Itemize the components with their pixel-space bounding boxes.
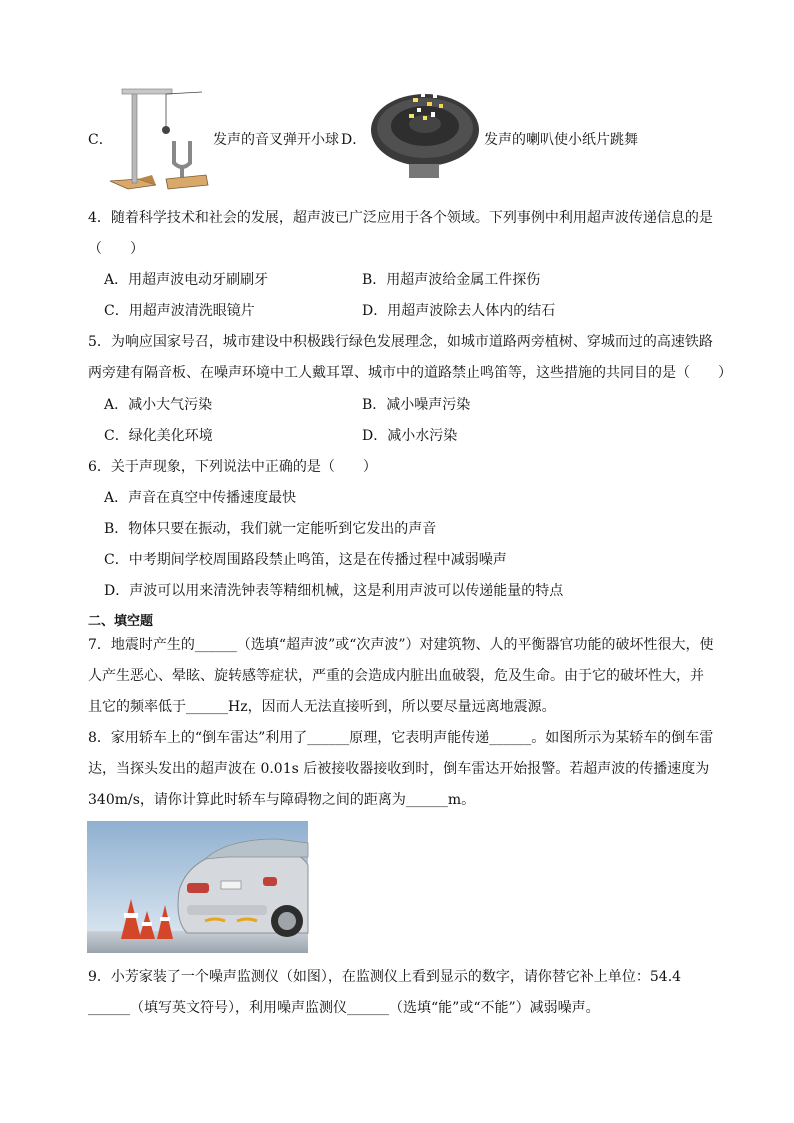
q6-option-d: D．声波可以用来清洗钟表等精细机械，这是利用声波可以传递能量的特点	[104, 583, 564, 599]
q7-line-3: 且它的频率低于______Hz，因而人无法直接听到，所以要尽量远离地震源。	[88, 699, 556, 715]
q6-option-a: A．声音在真空中传播速度最快	[104, 490, 297, 506]
q9-line-1: 9．小芳家装了一个噪声监测仪（如图），在监测仪上看到显示的数字，请你替它补上单位：54.4	[88, 969, 682, 985]
q4-option-a: A．用超声波电动牙刷刷牙	[104, 272, 269, 288]
q4-stem: 4．随着科学技术和社会的发展，超声波已广泛应用于各个领域。下列事例中利用超声波传递信息的是	[88, 210, 713, 226]
q4-paren: （ ）	[88, 241, 144, 257]
q6-stem: 6．关于声现象，下列说法中正确的是（ ）	[88, 459, 377, 475]
tuning-fork-figure	[108, 83, 210, 195]
q6-option-c: C．中考期间学校周围路段禁止鸣笛，这是在传播过程中减弱噪声	[104, 552, 507, 568]
q7-line-2: 人产生恶心、晕眩、旋转感等症状，严重的会造成内脏出血破裂，危及生命。由于它的破坏性大，并	[88, 668, 704, 684]
section-title: 二、填空题	[88, 614, 154, 629]
q4-option-b: B．用超声波给金属工件探伤	[362, 272, 541, 288]
speaker-figure	[369, 84, 481, 184]
q5-line-1: 5．为响应国家号召，城市建设中积极践行绿色发展理念，如城市道路两旁植树、穿城而过的高速铁路	[88, 334, 713, 350]
q8-line-2: 达，当探头发出的超声波在 0.01s 后被接收器接收到时，倒车雷达开始报警。若超声波的传播速度为	[88, 761, 710, 777]
q5-option-b: B．减小噪声污染	[362, 397, 471, 413]
q5-option-c: C．绿化美化环境	[104, 428, 213, 444]
q3-option-c-label: C．	[88, 132, 113, 148]
q9-line-2: ______（填写英文符号），利用噪声监测仪______（选填“能”或“不能”）减弱噪声。	[88, 1000, 600, 1016]
q8-line-1: 8．家用轿车上的“倒车雷达”利用了______原理，它表明声能传递______。如图所示为某轿车的倒车雷	[88, 730, 714, 746]
q3-option-d-text: 发声的喇叭使小纸片跳舞	[484, 132, 638, 148]
q4-option-c: C．用超声波清洗眼镜片	[104, 303, 255, 319]
q6-option-b: B．物体只要在振动，我们就一定能听到它发出的声音	[104, 521, 437, 537]
q3-option-d-label: D．	[341, 132, 367, 148]
q8-line-3: 340m/s，请你计算此时轿车与障碍物之间的距离为______m。	[88, 792, 476, 808]
q4-option-d: D．用超声波除去人体内的结石	[362, 303, 556, 319]
q5-option-d: D．减小水污染	[362, 428, 458, 444]
q3-option-c-text: 发声的音叉弹开小球	[213, 132, 339, 148]
q5-line-2: 两旁建有隔音板、在噪声环境中工人戴耳罩、城市中的道路禁止鸣笛等，这些措施的共同目的是（ ）	[88, 365, 732, 381]
q5-option-a: A．减小大气污染	[104, 397, 213, 413]
car-radar-figure	[87, 821, 308, 953]
q7-line-1: 7．地震时产生的______（选填“超声波”或“次声波”）对建筑物、人的平衡器官功能的破坏性很大，使	[88, 637, 714, 653]
